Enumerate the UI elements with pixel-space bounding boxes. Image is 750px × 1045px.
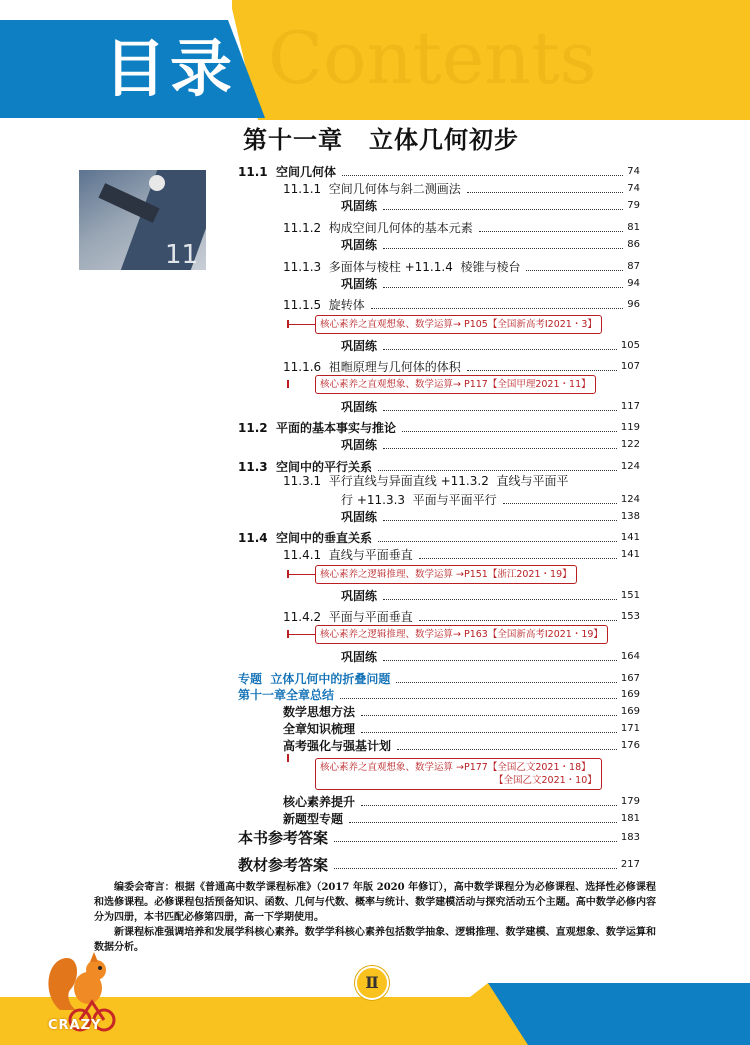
toc-entry[interactable]: 新题型专题 181 — [283, 812, 640, 826]
chapter-title: 立体几何初步 — [369, 125, 519, 154]
toc-exercise-entry[interactable]: 巩固练 122 — [341, 438, 640, 452]
toc-entry[interactable]: 11.1.2 构成空间几何体的基本元素 81 — [283, 221, 640, 235]
core-literacy-callout[interactable]: 核心素养之直观想象、数学运算 →P177【全国乙文2021・18】 【全国乙文2021・10】 — [315, 758, 602, 790]
chapter-heading — [243, 120, 519, 155]
toc-entry-line2[interactable]: 行 +11.3.3 平面与平面平行 124 — [341, 493, 640, 507]
toc-entry[interactable]: 11.1.3 多面体与棱柱 +11.1.4 棱锥与棱台 87 — [283, 260, 640, 274]
core-literacy-callout[interactable]: 核心素养之直观想象、数学运算→ P105【全国新高考Ⅰ2021・3】 — [315, 315, 602, 334]
callout-marker — [287, 380, 289, 388]
thumbnail-label: 11 — [165, 240, 199, 270]
toc-exercise-entry[interactable]: 巩固练 164 — [341, 650, 640, 664]
core-literacy-callout[interactable]: 核心素养之直观想象、数学运算→ P117【全国甲理2021・11】 — [315, 375, 596, 394]
toc-exercise-entry[interactable]: 巩固练 105 — [341, 339, 640, 353]
editorial-note-paragraph: 新课程标准强调培养和发展学科核心素养。数学学科核心素养包括数学抽象、逻辑推理、数学建模、直观想象、数学运算和数据分析。 — [94, 927, 656, 953]
toc-entry[interactable]: 数学思想方法 169 — [283, 705, 640, 719]
toc-entry-line1[interactable]: 11.3.1 平行直线与异面直线 +11.3.2 直线与平面平 — [283, 474, 569, 488]
toc-chapter-summary[interactable]: 第十一章全章总结 169 — [238, 688, 640, 702]
toc-entry[interactable]: 核心素养提升 179 — [283, 795, 640, 809]
editorial-note-paragraph: 编委会寄言：根据《普通高中数学课程标准》（2017 年版 2020 年修订），高中数学课程分为必修课程、选择性必修课程和选修课程。必修课程包括预备知识、函数、几何与代数、概率与统计、数学建模活动与探究活动五个主题。高中数学必修内容分为四册，本书匹配必修第四册，高一下学期使用。 — [94, 882, 656, 923]
toc-answers-entry[interactable]: 本书参考答案 183 — [238, 829, 640, 847]
toc-entry[interactable]: 11.1.5 旋转体 96 — [283, 298, 640, 312]
toc-entry[interactable]: 11.4.2 平面与平面垂直 153 — [283, 610, 640, 624]
toc-entry[interactable]: 11.4.1 直线与平面垂直 141 — [283, 548, 640, 562]
footer-blue-band — [488, 983, 750, 1045]
toc-entry[interactable]: 11.1.1 空间几何体与斜二测画法 74 — [283, 182, 640, 196]
page-title: 目录 — [104, 32, 237, 105]
toc-entry[interactable]: 11.4 空间中的垂直关系 141 — [238, 531, 640, 545]
editorial-notes — [94, 880, 656, 955]
toc-special-topic[interactable]: 专题 立体几何中的折叠问题 167 — [238, 672, 640, 686]
chapter-thumbnail-image — [79, 170, 206, 270]
toc-entry[interactable]: 11.1.6 祖暅原理与几何体的体积 107 — [283, 360, 640, 374]
chapter-number: 第十一章 — [243, 125, 343, 154]
mascot-wordmark: CRAZY — [48, 1018, 102, 1033]
toc-exercise-entry[interactable]: 巩固练 138 — [341, 510, 640, 524]
callout-marker — [287, 754, 289, 762]
toc-exercise-entry[interactable]: 巩固练 94 — [341, 277, 640, 291]
core-literacy-callout[interactable]: 核心素养之逻辑推理、数学运算 →P151【浙江2021・19】 — [315, 565, 577, 584]
toc-exercise-entry[interactable]: 巩固练 86 — [341, 238, 640, 252]
core-literacy-callout[interactable]: 核心素养之逻辑推理、数学运算→ P163【全国新高考Ⅰ2021・19】 — [315, 625, 608, 644]
toc-entry[interactable]: 全章知识梳理 171 — [283, 722, 640, 736]
toc-answers-entry[interactable]: 教材参考答案 217 — [238, 856, 640, 874]
callout-connector — [289, 574, 315, 575]
contents-watermark: Contents — [268, 16, 597, 100]
callout-connector — [289, 324, 315, 325]
toc-entry[interactable]: 11.1 空间几何体 74 — [238, 165, 640, 179]
page-number: Ⅱ — [355, 966, 389, 1000]
toc-entry[interactable]: 高考强化与强基计划 176 — [283, 739, 640, 753]
toc-exercise-entry[interactable]: 巩固练 79 — [341, 199, 640, 213]
toc-entry[interactable]: 11.3 空间中的平行关系 124 — [238, 460, 640, 474]
toc-entry[interactable]: 11.2 平面的基本事实与推论 119 — [238, 421, 640, 435]
toc-exercise-entry[interactable]: 巩固练 151 — [341, 589, 640, 603]
callout-connector — [289, 634, 315, 635]
toc-exercise-entry[interactable]: 巩固练 117 — [341, 400, 640, 414]
